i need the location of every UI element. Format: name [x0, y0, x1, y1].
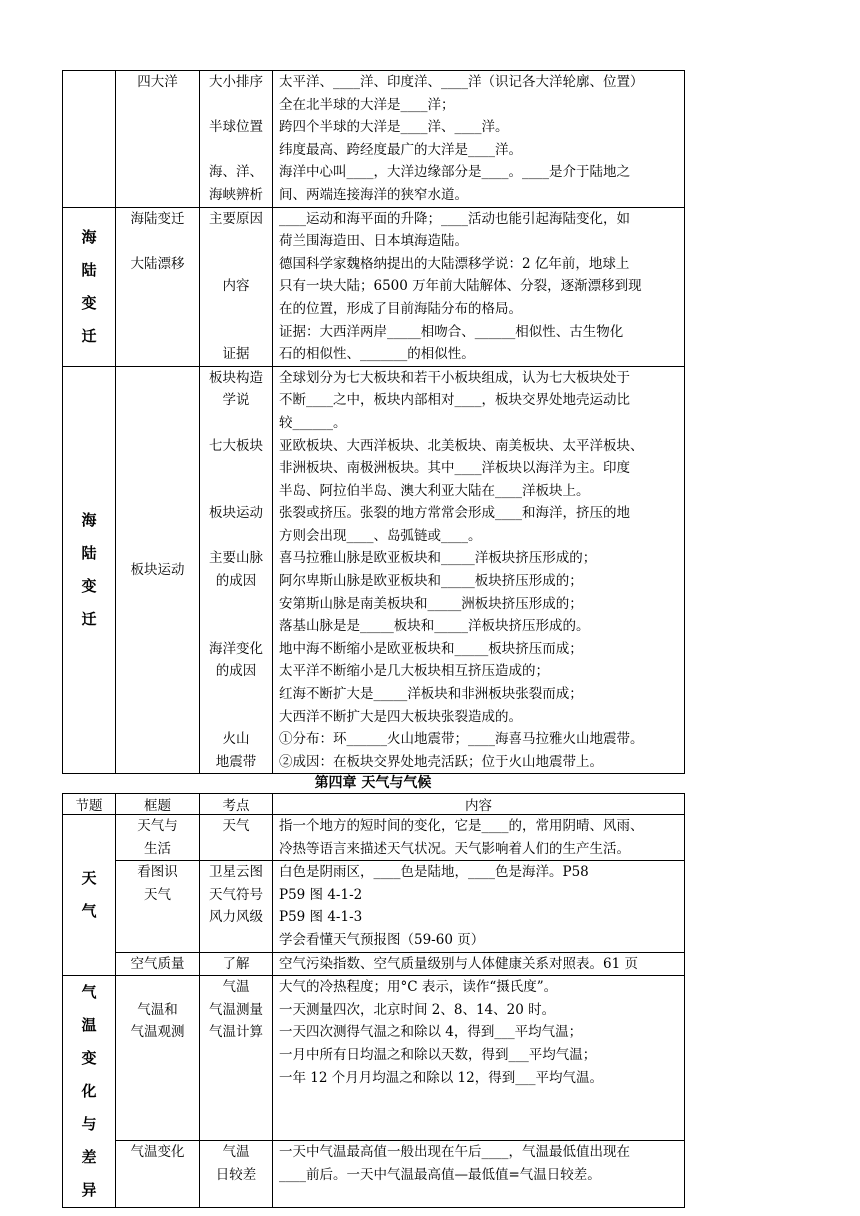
section-title-char: 陆 — [81, 260, 97, 279]
section-title-char: 迁 — [81, 610, 97, 629]
content-line: 喜马拉雅山脉是欧亚板块和_____洋板块挤压形成的； — [279, 550, 597, 567]
geography-table-weather-climate — [62, 793, 685, 1208]
content-line: 德国科学家魏格纳提出的大陆漂移学说：2 亿年前，地球上 — [279, 255, 630, 272]
keypoint-label — [200, 230, 272, 253]
content-line: 只有一块大陆；6500 万年前大陆解体、分裂，逐渐漂移到现 — [279, 278, 642, 295]
keypoint-label — [200, 1044, 272, 1067]
keypoint-label: 海洋变化 — [209, 640, 263, 657]
table-header-row — [63, 794, 685, 815]
subtopic-label: 气温观测 — [130, 1024, 185, 1041]
content-cell — [273, 207, 685, 366]
content-line: P59 图 4-1-2 — [279, 886, 363, 903]
subtopic-label — [116, 929, 199, 952]
header-content: 内容 — [273, 794, 685, 815]
keypoint-label: 海峡辨析 — [209, 186, 263, 203]
header-keypoint: 考点 — [200, 794, 273, 815]
subtopic-cell — [116, 976, 200, 1141]
keypoint-label: 日较差 — [215, 1166, 257, 1183]
table-row — [63, 71, 685, 208]
content-cell — [273, 815, 685, 861]
content-line: 一天测量四次，北京时间 2、8、14、20 时。 — [279, 1001, 556, 1018]
content-line: 大西洋不断扩大是四大板块张裂造成的。 — [279, 708, 522, 725]
section-title-char: 迁 — [81, 326, 97, 345]
content-line: 一天中气温最高值一般出现在午后____，气温最低值出现在 — [279, 1144, 630, 1161]
keypoint-label — [200, 683, 272, 706]
content-line: 落基山脉是是_____板块和_____洋板块挤压形成的。 — [279, 618, 590, 635]
keypoint-label — [200, 457, 272, 480]
keypoint-label — [200, 525, 272, 548]
content-line: 间、两端连接海洋的狭窄水道。 — [279, 186, 468, 203]
keypoint-cell — [200, 976, 273, 1141]
section-title-char: 海 — [81, 227, 97, 246]
table-row — [63, 861, 685, 952]
keypoint-label: 板块运动 — [209, 505, 263, 522]
content-line: ____前后。一天中气温最高值—最低值=气温日较差。 — [279, 1166, 601, 1183]
content-line: 太平洋、____洋、印度洋、____洋（识记各大洋轮廓、位置） — [279, 74, 644, 90]
content-line: 冷热等语言来描述天气状况。天气影响着人们的生产生活。 — [279, 840, 630, 857]
content-cell — [273, 976, 685, 1141]
subtopic-label: 天气与 — [137, 818, 178, 834]
keypoint-label — [200, 838, 272, 861]
content-line: 学会看懂天气预报图（59-60 页） — [279, 931, 485, 948]
section-title-char: 与 — [81, 1115, 97, 1134]
content-line: 一天四次测得气温之和除以 4，得到___平均气温； — [279, 1024, 583, 1041]
keypoint-label: 主要原因 — [209, 210, 263, 227]
section-title-char: 海 — [81, 511, 97, 530]
keypoint-label — [200, 1067, 272, 1090]
subtopic-label: 气温变化 — [130, 1144, 185, 1161]
content-line: 荷兰围海造田、日本填海造陆。 — [279, 233, 468, 250]
subtopic-label: 空气质量 — [130, 955, 185, 972]
keypoint-label: 七大板块 — [209, 437, 263, 454]
keypoint-label — [200, 253, 272, 276]
subtopic-label: 板块运动 — [130, 561, 185, 578]
table-row — [63, 976, 685, 1141]
content-line: 不断____之中，板块内部相对____，板块交界处地壳运动比 — [279, 392, 630, 409]
keypoint-label: 证据 — [222, 346, 250, 363]
section-title-char: 气 — [81, 902, 97, 921]
content-line: P59 图 4-1-3 — [279, 909, 363, 926]
content-cell — [273, 952, 685, 976]
keypoint-label: 天气 — [222, 818, 250, 834]
section-title-cell — [63, 207, 116, 366]
subtopic-cell — [116, 207, 200, 366]
content-line: 跨四个半球的大洋是____洋、____洋。 — [279, 119, 509, 136]
keypoint-cell — [200, 71, 273, 208]
section-title-char: 变 — [81, 577, 97, 596]
subtopic-label — [116, 1044, 199, 1067]
keypoint-label — [200, 139, 272, 162]
subtopic-label: 大陆漂移 — [130, 255, 185, 272]
content-line: 一月中所有日均温之和除以天数，得到___平均气温； — [279, 1046, 597, 1063]
content-line: 地中海不断缩小是欧亚板块和_____板块挤压而成； — [279, 640, 583, 657]
subtopic-label — [116, 1164, 199, 1187]
chapter-title: 第四章 天气与气候 — [314, 775, 432, 791]
keypoint-label: 学说 — [222, 392, 250, 409]
keypoint-label — [200, 593, 272, 616]
content-line: 太平洋不断缩小是几大板块相互挤压造成的； — [279, 663, 549, 680]
keypoint-cell — [200, 366, 273, 774]
subtopic-cell — [116, 861, 200, 952]
content-line: 空气污染指数、空气质量级别与人体健康关系对照表。61 页 — [279, 955, 638, 972]
section-title-char: 陆 — [81, 544, 97, 563]
content-cell — [273, 861, 685, 952]
content-line: 指一个地方的短时间的变化，它是____的，常用阴晴、风雨、 — [279, 818, 644, 834]
keypoint-cell — [200, 952, 273, 976]
content-line: 全球划分为七大板块和若干小板块组成，认为七大板块处于 — [279, 369, 630, 386]
section-title-cell — [63, 976, 116, 1208]
subtopic-label: 海陆变迁 — [130, 210, 185, 227]
keypoint-cell — [200, 1141, 273, 1208]
content-line: 一年 12 个月月均温之和除以 12，得到___平均气温。 — [279, 1069, 603, 1086]
content-line: ②成因：在板块交界处地壳活跃；位于火山地震带上。 — [279, 753, 603, 770]
content-line: 全在北半球的大洋是____洋； — [279, 96, 455, 113]
subtopic-cell — [116, 952, 200, 976]
section-title-char: 差 — [81, 1148, 97, 1167]
section-title-cell — [63, 815, 116, 976]
content-cell — [273, 366, 685, 774]
keypoint-label: 地震带 — [215, 753, 257, 770]
keypoint-label: 内容 — [222, 278, 250, 295]
content-line: 石的相似性、_______的相似性。 — [279, 346, 475, 363]
subtopic-cell — [116, 815, 200, 861]
keypoint-label: 大小排序 — [209, 74, 263, 90]
keypoint-label: 气温计算 — [209, 1024, 263, 1041]
subtopic-cell — [116, 366, 200, 774]
keypoint-label — [200, 615, 272, 638]
content-line: ____运动和海平面的升降；____活动也能引起海陆变化，如 — [279, 210, 630, 227]
keypoint-cell — [200, 815, 273, 861]
keypoint-label — [200, 298, 272, 321]
content-line: 较______。 — [279, 414, 347, 431]
table-row — [63, 952, 685, 976]
section-title-char: 化 — [81, 1082, 97, 1101]
keypoint-label — [200, 412, 272, 435]
content-line: 张裂或挤压。张裂的地方常常会形成____和海洋，挤压的地 — [279, 505, 630, 522]
keypoint-label: 的成因 — [215, 573, 257, 590]
keypoint-label: 主要山脉 — [209, 550, 263, 567]
content-line: 纬度最高、跨经度最广的大洋是____洋。 — [279, 141, 522, 158]
keypoint-label — [200, 321, 272, 344]
content-line: 红海不断扩大是_____洋板块和非洲板块张裂而成； — [279, 686, 583, 703]
keypoint-label: 气温 — [222, 1144, 250, 1161]
section-title-char: 温 — [81, 1016, 97, 1035]
section-title-char: 天 — [81, 869, 97, 888]
keypoint-cell — [200, 861, 273, 952]
keypoint-label: 卫星云图 — [209, 864, 263, 881]
content-line: 阿尔卑斯山脉是欧亚板块和_____板块挤压形成的； — [279, 573, 583, 590]
table-row — [63, 815, 685, 861]
section-title-cell — [63, 71, 116, 208]
content-line: 亚欧板块、大西洋板块、北美板块、南美板块、太平洋板块、 — [279, 437, 644, 454]
keypoint-label: 气温测量 — [209, 1001, 263, 1018]
content-line: 安第斯山脉是南美板块和_____洲板块挤压形成的； — [279, 595, 583, 612]
subtopic-label: 天气 — [144, 886, 171, 903]
content-cell — [273, 1141, 685, 1208]
keypoint-label: 海、洋、 — [209, 164, 263, 181]
table-row — [63, 207, 685, 366]
keypoint-label: 半球位置 — [209, 119, 263, 136]
subtopic-label — [116, 1067, 199, 1090]
keypoint-label: 风力风级 — [209, 909, 263, 926]
subtopic-label — [116, 906, 199, 929]
section-title-char: 变 — [81, 1049, 97, 1068]
header-subtopic: 框题 — [116, 794, 200, 815]
content-line: ①分布：环______火山地震带；____海喜马拉雅火山地震带。 — [279, 731, 644, 748]
content-line: 在的位置，形成了目前海陆分布的格局。 — [279, 300, 522, 317]
keypoint-label: 板块构造 — [209, 369, 263, 386]
subtopic-label: 生活 — [144, 840, 171, 857]
table-row — [63, 1141, 685, 1208]
geography-table-continents-oceans — [62, 70, 685, 774]
section-title-char: 异 — [81, 1181, 97, 1200]
keypoint-label — [200, 929, 272, 952]
content-cell — [273, 71, 685, 208]
header-section: 节题 — [63, 794, 116, 815]
content-line: 证据：大西洋两岸_____相吻合、______相似性、古生物化 — [279, 323, 624, 340]
content-line: 半岛、阿拉伯半岛、澳大利亚大陆在____洋板块上。 — [279, 482, 590, 499]
content-line: 非洲板块、南极洲板块。其中____洋板块以海洋为主。印度 — [279, 460, 630, 477]
content-line: 海洋中心叫____，大洋边缘部分是____。____是介于陆地之 — [279, 164, 630, 181]
subtopic-label: 气温和 — [137, 1001, 178, 1018]
subtopic-label — [116, 230, 199, 253]
section-title-char: 气 — [81, 983, 97, 1002]
subtopic-label: 四大洋 — [137, 74, 178, 90]
content-line: 方则会出现____、岛弧链或____。 — [279, 527, 482, 544]
content-line: 白色是阴雨区，____色是陆地，____色是海洋。P58 — [279, 864, 589, 881]
keypoint-label — [200, 94, 272, 117]
table-row — [63, 366, 685, 774]
keypoint-label: 气温 — [222, 979, 250, 996]
keypoint-label: 的成因 — [215, 663, 257, 680]
subtopic-label: 看图识 — [137, 864, 178, 881]
keypoint-label — [200, 480, 272, 503]
section-title-cell — [63, 366, 116, 774]
subtopic-label — [116, 976, 199, 999]
keypoint-label: 火山 — [222, 731, 250, 748]
subtopic-cell — [116, 1141, 200, 1208]
keypoint-label: 天气符号 — [209, 886, 263, 903]
content-line: 大气的冷热程度；用°C 表示，读作“摄氏度”。 — [279, 979, 558, 996]
subtopic-cell — [116, 71, 200, 208]
section-title-char: 变 — [81, 293, 97, 312]
keypoint-cell — [200, 207, 273, 366]
keypoint-label: 了解 — [222, 955, 250, 972]
keypoint-label — [200, 706, 272, 729]
